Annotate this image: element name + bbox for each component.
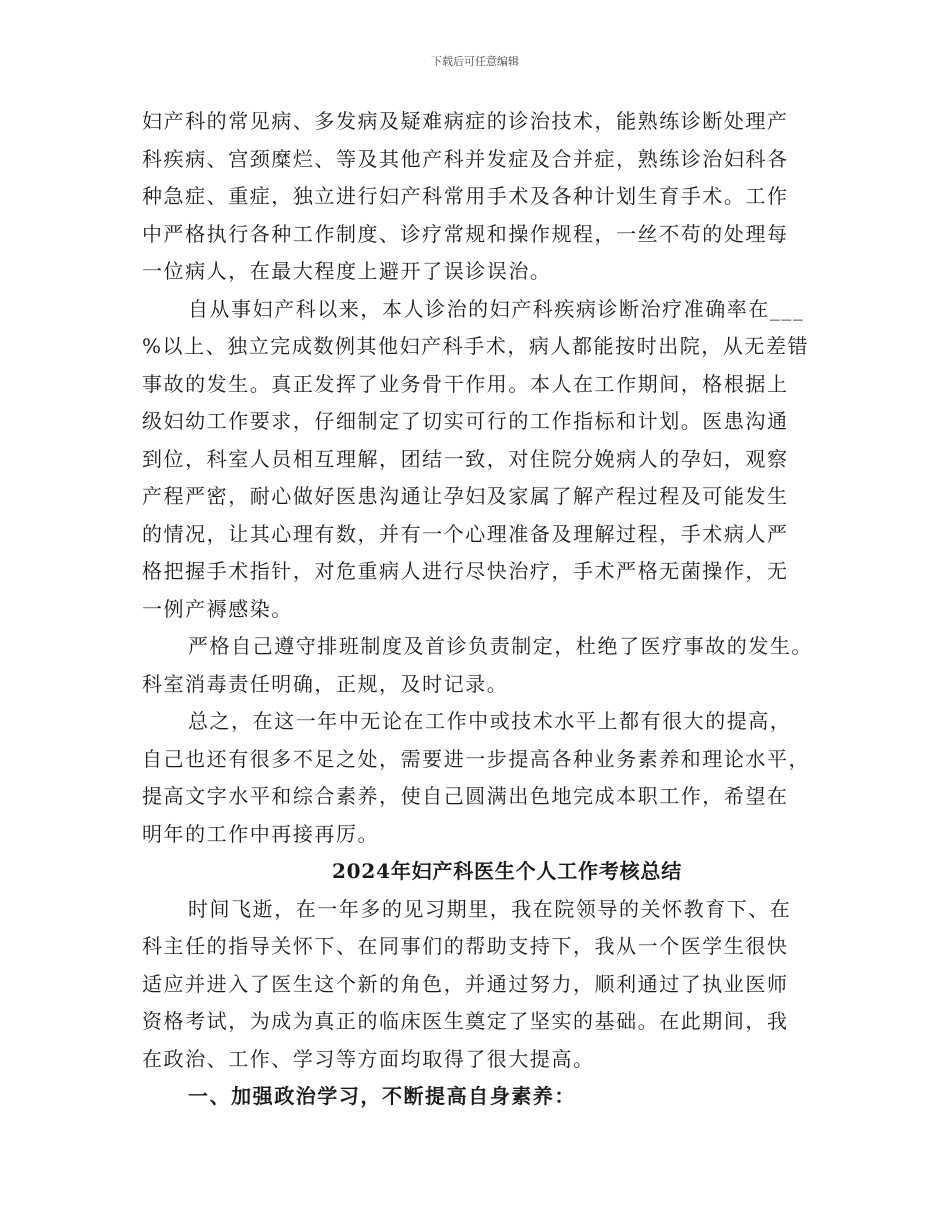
text-line: 一位病人，在最大程度上避开了误诊误治。 [142, 259, 552, 283]
text-line: 自己也还有很多不足之处，需要进一步提高各种业务素养和理论水平， [142, 746, 811, 771]
text-line: 提高文字水平和综合素养，使自己圆满出色地完成本职工作，希望在 [142, 784, 789, 808]
text-line: 严格自己遵守排班制度及首诊负责制定，杜绝了医疗事故的发生。 [188, 634, 813, 658]
page-header: 下载后可任意编辑 [431, 55, 519, 68]
text-line: 时间飞逝，在一年多的见习期里，我在院领导的关怀教育下、在 [188, 896, 792, 921]
text-line: 种急症、重症，独立进行妇产科常用手术及各种计划生育手术。工作 [142, 184, 789, 208]
text-line: 到位，科室人员相互理解，团结一致，对住院分娩病人的孕妇，观察 [142, 446, 789, 471]
text-line: 适应并进入了医生这个新的角色，并通过努力，顺利通过了执业医师 [142, 971, 789, 996]
text-line: 科主任的指导关怀下、在同事们的帮助支持下，我从一个医学生很快 [142, 934, 789, 958]
text-line: 的情况，让其心理有数，并有一个心理准备及理解过程，手术病人严 [142, 521, 789, 546]
text-line: 事故的发生。真正发挥了业务骨干作用。本人在工作期间，格根据上 [142, 371, 789, 396]
document-body [142, 103, 832, 1116]
section-heading: 一、加强政治学习，不断提高自身素养： [188, 1084, 576, 1108]
text-line: 产程严密，耐心做好医患沟通让孕妇及家属了解产程过程及可能发生 [142, 484, 789, 508]
text-line: 明年的工作中再接再厉。 [142, 821, 380, 846]
section-title: 2024年妇产科医生个人工作考核总结 [331, 859, 683, 883]
text-line: 妇产科的常见病、多发病及疑难病症的诊治技术，能熟练诊断处理产 [142, 109, 789, 133]
text-line: %以上、独立完成数例其他妇产科手术，病人都能按时出院，从无差错 [142, 334, 810, 358]
text-line: 总之，在这一年中无论在工作中或技术水平上都有很大的提高， [188, 709, 792, 733]
text-line: 资格考试，为成为真正的临床医生奠定了坚实的基础。在此期间，我 [142, 1009, 789, 1033]
text-line: 中严格执行各种工作制度、诊疗常规和操作规程，一丝不苟的处理每 [142, 221, 789, 246]
text-line: 在政治、工作、学习等方面均取得了很大提高。 [142, 1046, 595, 1071]
text-line: 格把握手术指针，对危重病人进行尽快治疗，手术严格无菌操作，无 [142, 559, 789, 583]
text-line: 级妇幼工作要求，仔细制定了切实可行的工作指标和计划。医患沟通 [142, 409, 789, 433]
text-line: 自从事妇产科以来，本人诊治的妇产科疾病诊断治疗准确率在___ [188, 296, 805, 321]
text-line: 科疾病、宫颈糜烂、等及其他产科并发症及合并症，熟练诊治妇科各 [142, 146, 789, 171]
text-line: 一例产褥感染。 [142, 596, 293, 621]
text-line: 科室消毒责任明确，正规，及时记录。 [142, 671, 509, 696]
